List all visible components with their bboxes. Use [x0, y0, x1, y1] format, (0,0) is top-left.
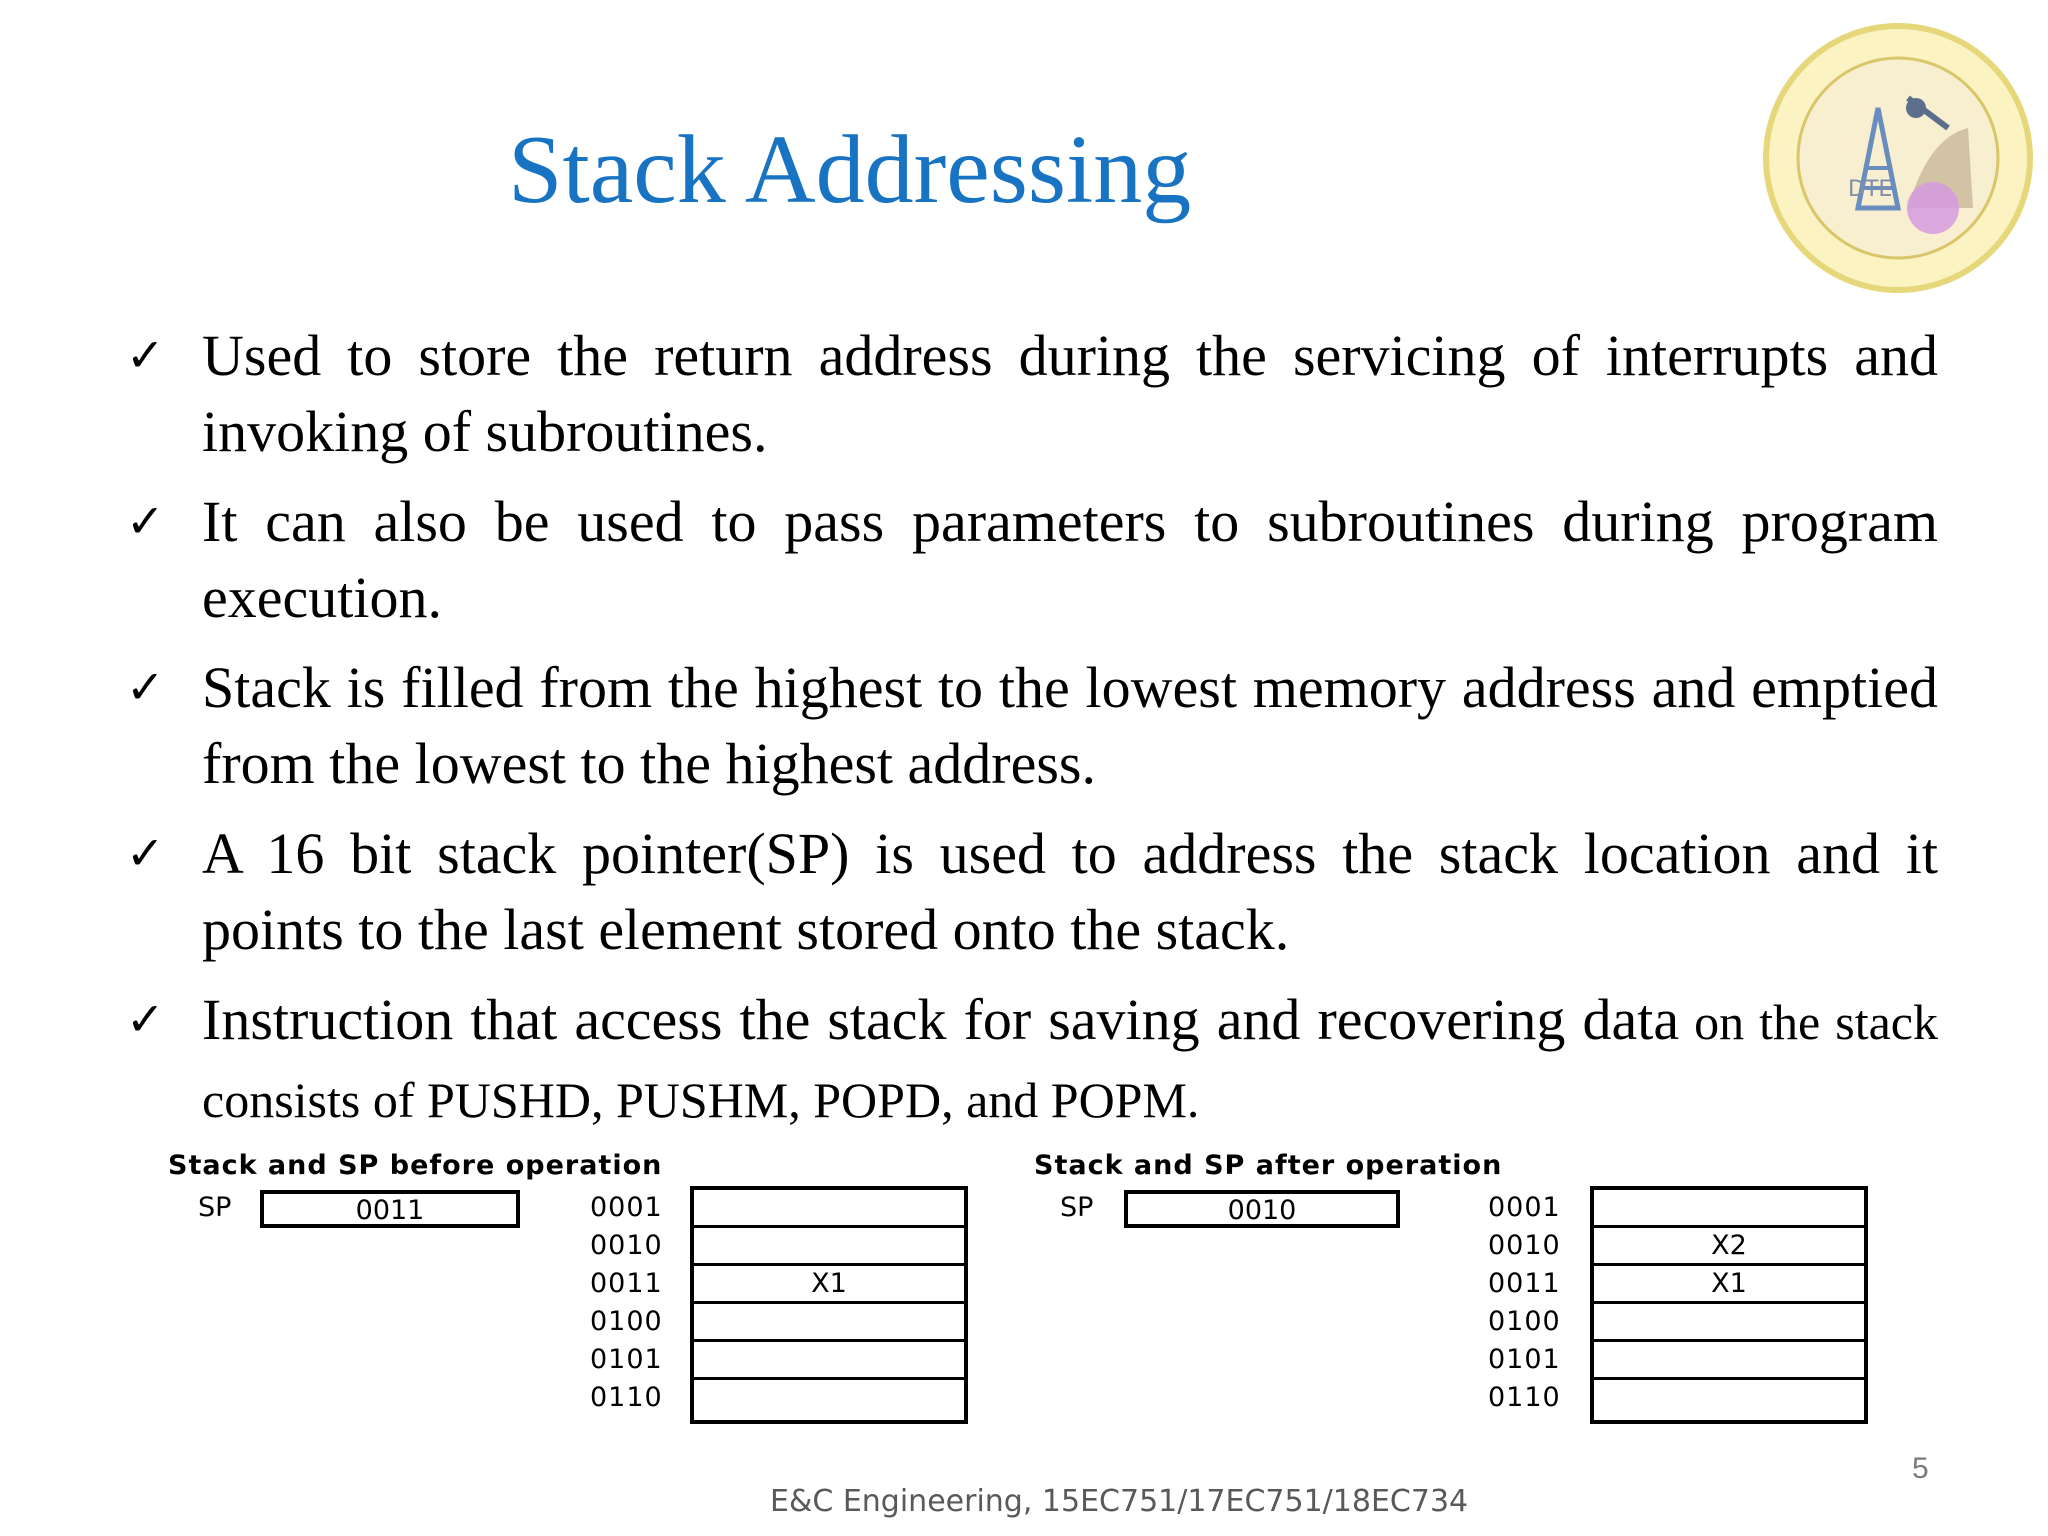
stack-memory-cells	[1590, 1186, 1868, 1424]
address-label: 0110	[1488, 1382, 1561, 1413]
stack-diagram-before	[168, 1150, 988, 1450]
bullet-list	[118, 318, 1938, 1152]
checkmark-icon: ✓	[126, 992, 165, 1046]
slide-title: Stack Addressing	[508, 116, 1192, 224]
checkmark-icon: ✓	[126, 826, 165, 880]
stack-cell: X1	[694, 1266, 964, 1304]
address-label: 0101	[590, 1344, 663, 1375]
diagram-after-title: Stack and SP after operation	[1034, 1150, 1503, 1181]
stack-cell	[694, 1190, 964, 1228]
footer-text: E&C Engineering, 15EC751/17EC751/18EC734	[770, 1484, 1469, 1519]
stack-memory-cells	[690, 1186, 968, 1424]
stack-cell	[1594, 1380, 1864, 1420]
sp-label: SP	[1060, 1192, 1094, 1223]
address-label: 0010	[1488, 1230, 1561, 1261]
stack-cell: X2	[1594, 1228, 1864, 1266]
address-label: 0001	[590, 1192, 663, 1223]
bullet-item	[118, 816, 1938, 968]
sp-value-box: 0011	[260, 1190, 520, 1228]
stack-cell	[694, 1228, 964, 1266]
page-number: 5	[1912, 1452, 1929, 1485]
dte-karnataka-seal-icon	[1758, 18, 2038, 298]
bullet-text-main: Instruction that access the stack for saving and recovering data	[202, 987, 1680, 1052]
address-label: 0100	[590, 1306, 663, 1337]
stack-diagram-after	[1034, 1150, 1894, 1450]
bullet-text: Stack is filled from the highest to the lowest memory address and emptied from the lowest to the highest address.	[202, 655, 1938, 796]
stack-cell	[1594, 1342, 1864, 1380]
stack-cell	[1594, 1304, 1864, 1342]
logo-text: DTE	[1848, 177, 1893, 202]
bullet-text: It can also be used to pass parameters to subroutines during program execution.	[202, 489, 1938, 630]
bullet-item	[118, 982, 1938, 1138]
address-label: 0100	[1488, 1306, 1561, 1337]
stack-cell	[694, 1342, 964, 1380]
sp-value-box: 0010	[1124, 1190, 1400, 1228]
address-label: 0110	[590, 1382, 663, 1413]
bullet-text: A 16 bit stack pointer(SP) is used to address the stack location and it points to the last element stored onto the stack.	[202, 821, 1938, 962]
bullet-item	[118, 318, 1938, 470]
bullet-text	[202, 982, 1938, 1138]
bullet-item	[118, 484, 1938, 636]
stack-cell	[694, 1304, 964, 1342]
address-label: 0101	[1488, 1344, 1561, 1375]
bullet-text-tail: on the stack consists of PUSHD, PUSHM, POPD, and POPM.	[202, 994, 1938, 1128]
address-label: 0011	[1488, 1268, 1561, 1299]
bullet-text: Used to store the return address during the servicing of interrupts and invoking of subroutines.	[202, 323, 1938, 464]
address-label: 0001	[1488, 1192, 1561, 1223]
address-label: 0011	[590, 1268, 663, 1299]
checkmark-icon: ✓	[126, 328, 165, 382]
checkmark-icon: ✓	[126, 660, 165, 714]
bullet-item	[118, 650, 1938, 802]
stack-cell: X1	[1594, 1266, 1864, 1304]
stack-cell	[694, 1380, 964, 1420]
stack-cell	[1594, 1190, 1864, 1228]
sp-label: SP	[198, 1192, 232, 1223]
diagram-before-title: Stack and SP before operation	[168, 1150, 663, 1181]
checkmark-icon: ✓	[126, 494, 165, 548]
address-label: 0010	[590, 1230, 663, 1261]
